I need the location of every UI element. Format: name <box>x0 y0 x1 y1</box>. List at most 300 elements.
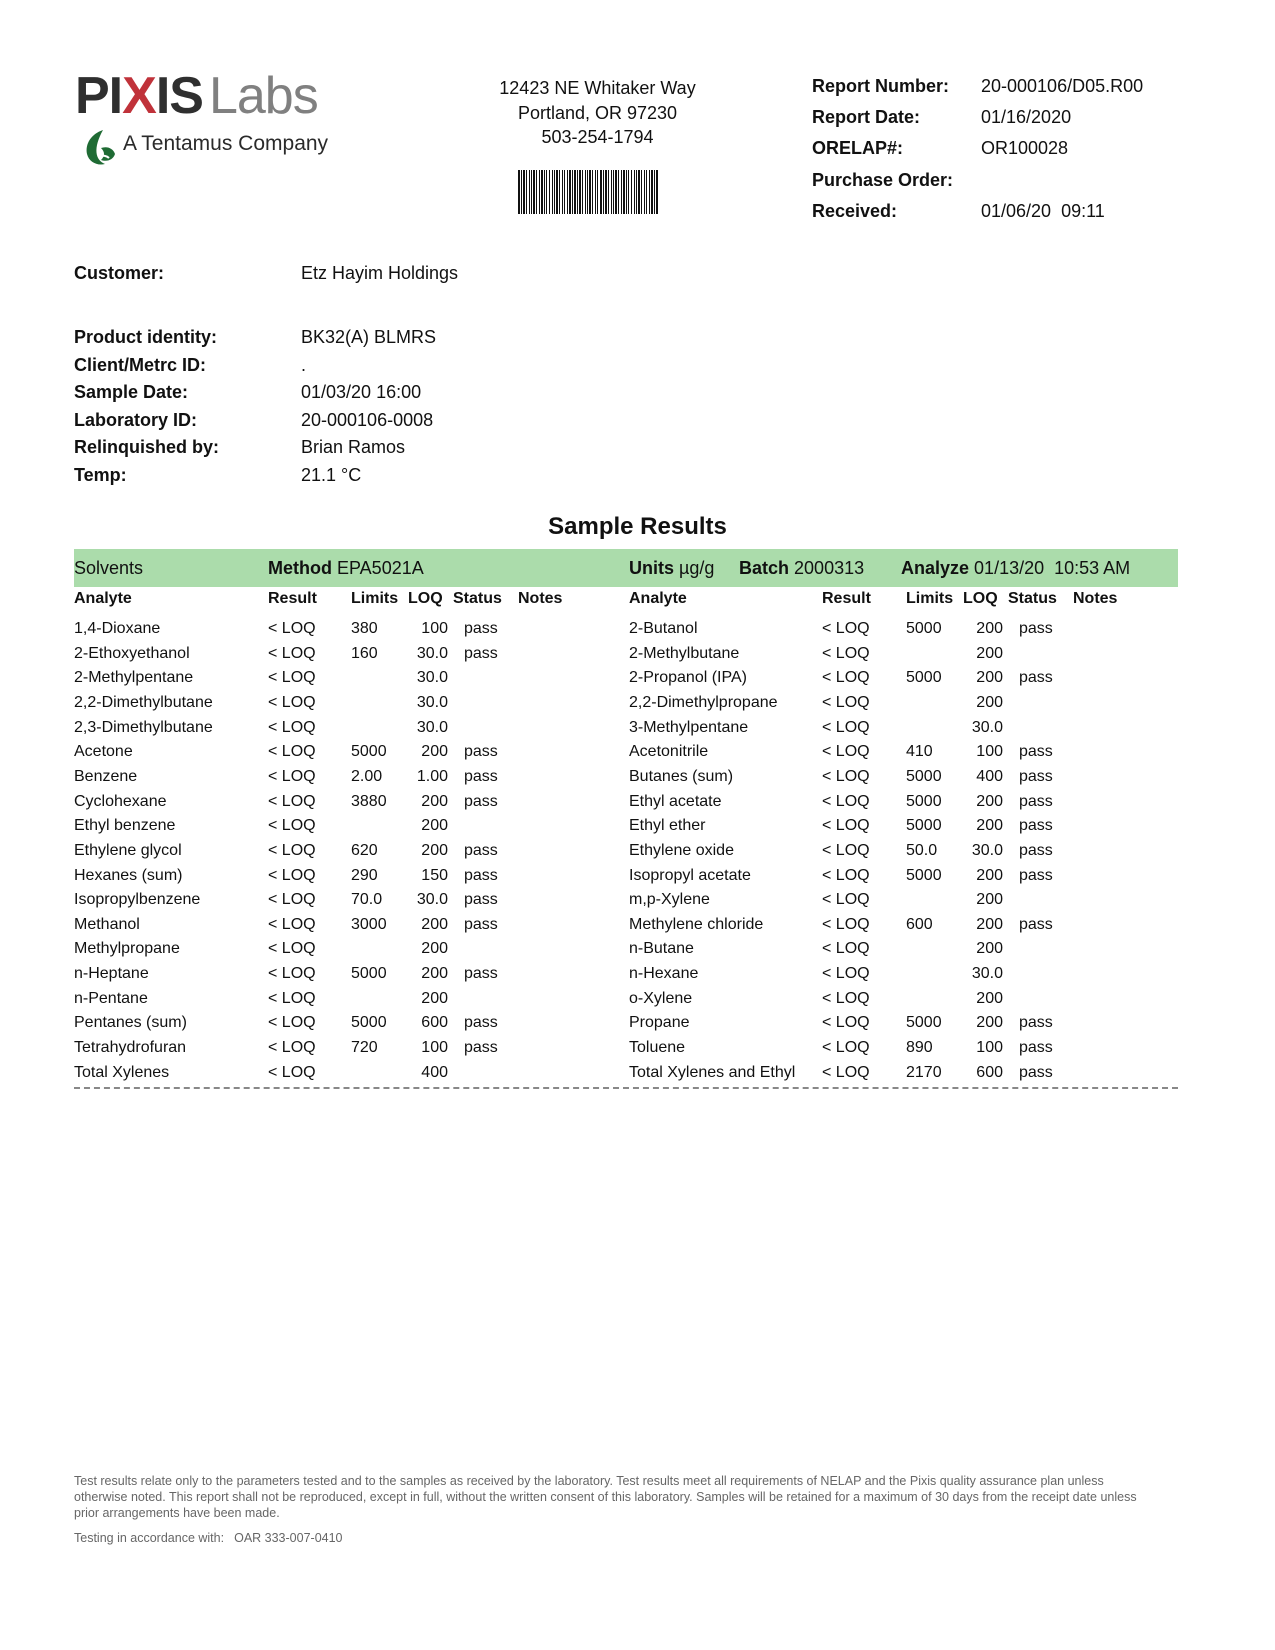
barcode-bar <box>579 170 581 214</box>
tentamus-leaf-icon <box>83 128 117 166</box>
barcode-bar <box>577 170 578 214</box>
limits-cell: 3000 <box>351 915 387 933</box>
loq-cell: 400 <box>421 1063 448 1081</box>
result-cell: < LOQ <box>822 767 870 785</box>
band-batch <box>739 558 864 579</box>
right-col-result: Result <box>822 590 871 607</box>
limits-cell: 410 <box>906 743 933 761</box>
left-col-analyte: Analyte <box>74 590 132 607</box>
analyte-cell: Ethyl ether <box>629 817 706 835</box>
limits-cell: 5000 <box>351 965 387 983</box>
limits-cell: 2170 <box>906 1063 942 1081</box>
temp-value: 21.1 °C <box>301 465 362 485</box>
result-cell: < LOQ <box>268 620 316 637</box>
loq-cell: 30.0 <box>416 891 448 909</box>
loq-cell: 30.0 <box>971 841 1003 859</box>
analyte-cell: Ethylene glycol <box>74 841 182 859</box>
table-row <box>0 793 1275 817</box>
left-col-loq: LOQ <box>408 590 443 607</box>
relinquished-label: Relinquished by: <box>74 437 220 457</box>
address-street: 12423 NE Whitaker Way <box>499 78 696 98</box>
received-value: 01/06/20 09:11 <box>981 201 1105 221</box>
result-cell: < LOQ <box>822 1039 870 1057</box>
table-row <box>0 940 1275 964</box>
barcode-bar <box>646 170 647 214</box>
status-cell: pass <box>1019 915 1053 933</box>
right-col-loq: LOQ <box>963 590 998 607</box>
result-cell: < LOQ <box>822 817 870 835</box>
customer-label: Customer: <box>74 263 165 283</box>
logo-text-is: IS <box>155 67 203 125</box>
loq-cell: 200 <box>976 940 1003 958</box>
orelap-row <box>812 138 1232 162</box>
analyte-cell: Total Xylenes <box>74 1063 170 1081</box>
result-cell: < LOQ <box>822 693 870 711</box>
analyte-cell: 2-Propanol (IPA) <box>629 669 747 687</box>
barcode-bar <box>628 170 629 214</box>
analyte-cell: Methylpropane <box>74 940 180 958</box>
limits-cell: 5000 <box>906 669 942 687</box>
barcode-bar <box>582 170 583 214</box>
barcode-bar <box>626 170 627 214</box>
analyte-cell: Butanes (sum) <box>629 767 734 785</box>
limits-cell: 5000 <box>906 866 942 884</box>
analyte-cell: 2,3-Dimethylbutane <box>74 718 213 736</box>
analyte-cell: 2-Methylpentane <box>74 669 194 687</box>
status-cell: pass <box>464 644 498 662</box>
barcode-bar <box>546 170 547 214</box>
status-cell: pass <box>1019 1014 1053 1032</box>
barcode-bar <box>644 170 645 214</box>
status-cell: pass <box>1019 792 1053 810</box>
analyte-cell: 3-Methylpentane <box>629 718 749 736</box>
status-cell: pass <box>464 866 498 884</box>
analyte-cell: Ethyl acetate <box>629 792 722 810</box>
result-cell: < LOQ <box>822 743 870 761</box>
right-col-notes: Notes <box>1073 590 1118 607</box>
report-date-label: Report Date: <box>812 107 921 127</box>
limits-cell: 890 <box>906 1039 933 1057</box>
section-title: Sample Results <box>548 513 727 540</box>
result-cell: < LOQ <box>822 792 870 810</box>
received-label: Received: <box>812 201 898 221</box>
received-row <box>812 201 1232 225</box>
table-row <box>0 842 1275 866</box>
purchase-order-label: Purchase Order: <box>812 170 954 190</box>
limits-cell: 290 <box>351 866 378 884</box>
company-logo <box>75 67 365 162</box>
barcode-bar <box>559 170 560 214</box>
client-metrc-label: Client/Metrc ID: <box>74 355 207 375</box>
band-analyze <box>901 558 1130 579</box>
analyte-cell: 2,2-Dimethylpropane <box>629 693 778 711</box>
result-cell: < LOQ <box>268 841 316 859</box>
status-cell: pass <box>464 1014 498 1032</box>
barcode-bar <box>615 170 617 214</box>
loq-cell: 30.0 <box>971 718 1003 736</box>
result-cell: < LOQ <box>268 693 316 711</box>
result-cell: < LOQ <box>268 965 316 983</box>
loq-cell: 200 <box>976 620 1003 637</box>
left-col-result: Result <box>268 590 317 607</box>
result-cell: < LOQ <box>268 1039 316 1057</box>
limits-cell: 720 <box>351 1039 378 1057</box>
result-cell: < LOQ <box>268 669 316 687</box>
table-row <box>0 891 1275 915</box>
loq-cell: 200 <box>976 644 1003 662</box>
temp-label: Temp: <box>74 465 127 485</box>
limits-cell: 620 <box>351 841 378 859</box>
loq-cell: 200 <box>421 989 448 1007</box>
laboratory-id-value: 20-000106-0008 <box>301 410 434 430</box>
loq-cell: 200 <box>421 915 448 933</box>
logo-text-labs: Labs <box>208 67 318 125</box>
client-metrc-value: . <box>301 355 307 375</box>
address-phone: 503-254-1794 <box>541 127 654 147</box>
status-cell: pass <box>1019 620 1053 637</box>
barcode-bar <box>634 170 635 214</box>
orelap-label: ORELAP#: <box>812 138 904 158</box>
table-row <box>0 867 1275 891</box>
status-cell: pass <box>1019 767 1053 785</box>
barcode-bar <box>595 170 596 214</box>
loq-cell: 400 <box>976 767 1003 785</box>
status-cell: pass <box>1019 669 1053 687</box>
loq-cell: 200 <box>976 1014 1003 1032</box>
analyte-cell: n-Heptane <box>74 965 149 983</box>
loq-cell: 150 <box>421 866 448 884</box>
barcode-bar <box>621 170 622 214</box>
limits-cell: 5000 <box>906 1014 942 1032</box>
sample-date-value: 01/03/20 16:00 <box>301 382 422 402</box>
barcode-bar <box>605 170 607 214</box>
barcode-bar <box>541 170 543 214</box>
limits-cell: 3880 <box>351 792 387 810</box>
barcode-bar <box>544 170 545 214</box>
loq-cell: 30.0 <box>971 965 1003 983</box>
testing-value: OAR 333-007-0410 <box>234 1531 343 1545</box>
loq-cell: 100 <box>976 1039 1003 1057</box>
barcode-bar <box>608 170 609 214</box>
result-cell: < LOQ <box>268 792 316 810</box>
analyze-value: 01/13/20 10:53 AM <box>974 558 1131 578</box>
analyte-cell: m,p-Xylene <box>629 891 710 909</box>
method-band <box>74 549 1178 587</box>
analyte-cell: Benzene <box>74 767 138 785</box>
loq-cell: 30.0 <box>416 693 448 711</box>
loq-cell: 200 <box>421 792 448 810</box>
result-cell: < LOQ <box>822 940 870 958</box>
table-end-divider <box>74 1087 1178 1089</box>
result-cell: < LOQ <box>822 891 870 909</box>
left-col-limits: Limits <box>351 590 399 607</box>
loq-cell: 600 <box>421 1014 448 1032</box>
analyte-cell: Acetone <box>74 743 133 761</box>
loq-cell: 200 <box>976 693 1003 711</box>
result-cell: < LOQ <box>268 866 316 884</box>
lab-address <box>470 76 725 150</box>
result-cell: < LOQ <box>822 1014 870 1032</box>
result-cell: < LOQ <box>268 1014 316 1032</box>
report-number-value: 20-000106/D05.R00 <box>981 76 1144 96</box>
limits-cell: 5000 <box>906 620 942 637</box>
barcode-bar <box>618 170 619 214</box>
testing-label: Testing in accordance with: <box>74 1531 225 1545</box>
loq-cell: 200 <box>421 743 448 761</box>
barcode-bar <box>592 170 593 214</box>
result-cell: < LOQ <box>268 891 316 909</box>
table-row <box>0 719 1275 743</box>
report-number-row <box>812 76 1232 100</box>
barcode-bar <box>536 170 537 214</box>
limits-cell: 160 <box>351 644 378 662</box>
table-row <box>0 965 1275 989</box>
units-value: µg/g <box>679 558 715 578</box>
barcode-bar <box>518 170 520 214</box>
barcode-bar <box>613 170 614 214</box>
status-cell: pass <box>1019 841 1053 859</box>
loq-cell: 200 <box>976 866 1003 884</box>
status-cell: pass <box>464 915 498 933</box>
status-cell: pass <box>464 620 498 637</box>
analyte-cell: Ethyl benzene <box>74 817 176 835</box>
loq-cell: 200 <box>976 669 1003 687</box>
product-identity-label: Product identity: <box>74 327 217 347</box>
barcode-bar <box>556 170 558 214</box>
result-cell: < LOQ <box>268 644 316 662</box>
left-col-notes: Notes <box>518 590 563 607</box>
barcode-bar <box>521 170 522 214</box>
loq-cell: 200 <box>976 891 1003 909</box>
table-row <box>0 916 1275 940</box>
right-col-limits: Limits <box>906 590 954 607</box>
table-row <box>0 743 1275 767</box>
analyte-cell: 2-Ethoxyethanol <box>74 644 190 662</box>
barcode-bar <box>641 170 642 214</box>
status-cell: pass <box>1019 1063 1053 1081</box>
barcode-bar <box>549 170 550 214</box>
analyte-cell: 1,4-Dioxane <box>74 620 161 637</box>
analyte-cell: Methylene chloride <box>629 915 764 933</box>
left-col-status: Status <box>453 590 502 607</box>
analyte-cell: Isopropylbenzene <box>74 891 201 909</box>
right-col-analyte: Analyte <box>629 590 687 607</box>
status-cell: pass <box>464 767 498 785</box>
result-cell: < LOQ <box>822 669 870 687</box>
analyte-cell: n-Butane <box>629 940 694 958</box>
barcode-bar <box>651 170 653 214</box>
analyze-label: Analyze <box>901 558 970 578</box>
table-row <box>0 1064 1275 1088</box>
purchase-order-row <box>812 170 1232 194</box>
barcode-bar <box>523 170 525 214</box>
result-cell: < LOQ <box>822 1063 870 1081</box>
logo-tagline: A Tentamus Company <box>123 132 329 155</box>
barcode-bar <box>597 170 598 214</box>
barcode-bar <box>649 170 650 214</box>
barcode-bar <box>531 170 532 214</box>
analyte-cell: Isopropyl acetate <box>629 866 751 884</box>
loq-cell: 100 <box>421 620 448 637</box>
result-cell: < LOQ <box>822 866 870 884</box>
barcode-bar <box>589 170 591 214</box>
loq-cell: 200 <box>976 792 1003 810</box>
barcode-bar <box>654 170 655 214</box>
barcode <box>518 170 658 214</box>
table-row <box>0 694 1275 718</box>
loq-cell: 100 <box>421 1039 448 1057</box>
barcode-bar <box>574 170 576 214</box>
barcode-bar <box>564 170 565 214</box>
analyte-cell: Total Xylenes and Ethyl <box>629 1063 796 1081</box>
report-date-row <box>812 107 1232 131</box>
status-cell: pass <box>1019 1039 1053 1057</box>
barcode-bar <box>572 170 573 214</box>
result-cell: < LOQ <box>822 989 870 1007</box>
limits-cell: 70.0 <box>351 891 383 909</box>
limits-cell: 600 <box>906 915 933 933</box>
status-cell: pass <box>464 965 498 983</box>
loq-cell: 200 <box>421 817 448 835</box>
status-cell: pass <box>1019 743 1053 761</box>
barcode-bar <box>562 170 563 214</box>
limits-cell: 2.00 <box>351 767 383 785</box>
result-cell: < LOQ <box>822 915 870 933</box>
result-cell: < LOQ <box>268 817 316 835</box>
analyte-cell: 2,2-Dimethylbutane <box>74 693 213 711</box>
analyte-cell: Tetrahydrofuran <box>74 1039 187 1057</box>
units-label: Units <box>629 558 674 578</box>
analyte-cell: o-Xylene <box>629 989 693 1007</box>
limits-cell: 5000 <box>906 817 942 835</box>
result-cell: < LOQ <box>822 841 870 859</box>
result-cell: < LOQ <box>268 940 316 958</box>
barcode-bar <box>623 170 625 214</box>
barcode-bar <box>603 170 604 214</box>
barcode-bar <box>567 170 568 214</box>
analyte-cell: Cyclohexane <box>74 792 167 810</box>
product-identity-value: BK32(A) BLMRS <box>301 327 437 347</box>
result-cell: < LOQ <box>268 989 316 1007</box>
result-cell: < LOQ <box>268 915 316 933</box>
result-cell: < LOQ <box>268 1063 316 1081</box>
logo-text-pi: PI <box>75 67 123 125</box>
barcode-bar <box>631 170 632 214</box>
table-row <box>0 768 1275 792</box>
loq-cell: 30.0 <box>416 669 448 687</box>
batch-value: 2000313 <box>794 558 865 578</box>
loq-cell: 200 <box>976 915 1003 933</box>
loq-cell: 1.00 <box>416 767 448 785</box>
barcode-bar <box>656 170 658 214</box>
loq-cell: 200 <box>421 940 448 958</box>
analyte-cell: Toluene <box>629 1039 686 1057</box>
barcode-bar <box>539 170 540 214</box>
report-date-value: 01/16/2020 <box>981 107 1072 127</box>
band-method <box>268 558 424 579</box>
barcode-bar <box>552 170 553 214</box>
barcode-bar <box>554 170 555 214</box>
loq-cell: 100 <box>976 743 1003 761</box>
barcode-bar <box>569 170 571 214</box>
customer-value: Etz Hayim Holdings <box>301 263 459 283</box>
analyte-cell: n-Pentane <box>74 989 148 1007</box>
status-cell: pass <box>464 891 498 909</box>
status-cell: pass <box>464 1039 498 1057</box>
result-cell: < LOQ <box>822 620 870 637</box>
table-row <box>0 817 1275 841</box>
limits-cell: 50.0 <box>906 841 938 859</box>
analyte-cell: Pentanes (sum) <box>74 1014 187 1032</box>
loq-cell: 200 <box>421 965 448 983</box>
loq-cell: 200 <box>976 989 1003 1007</box>
loq-cell: 30.0 <box>416 718 448 736</box>
barcode-bar <box>529 170 530 214</box>
barcode-bar <box>638 170 640 214</box>
sample-date-label: Sample Date: <box>74 382 189 402</box>
relinquished-value: Brian Ramos <box>301 437 406 457</box>
table-row <box>0 620 1275 644</box>
analyte-cell: Propane <box>629 1014 690 1032</box>
logo-wordmark <box>75 67 318 125</box>
limits-cell: 5000 <box>351 1014 387 1032</box>
limits-cell: 380 <box>351 620 378 637</box>
table-row <box>0 1039 1275 1063</box>
result-cell: < LOQ <box>268 767 316 785</box>
status-cell: pass <box>464 841 498 859</box>
analyte-cell: Ethylene oxide <box>629 841 734 859</box>
table-row <box>0 1014 1275 1038</box>
analyte-cell: 2-Butanol <box>629 620 698 637</box>
barcode-bar <box>587 170 588 214</box>
barcode-bar <box>585 170 586 214</box>
footer-disclaimer: Test results relate only to the parameters tested and to the samples as received by the laboratory. Test results meet all requirements of NELAP and the Pixis quality assurance plan unless otherwise noted. This report shall not be reproduced, except in full, without the written consent of this laboratory. Samples will be retained for a maximum of 30 days from the receipt date unless prior arrangements have been made. <box>74 1474 1137 1520</box>
result-cell: < LOQ <box>268 718 316 736</box>
laboratory-id-label: Laboratory ID: <box>74 410 198 430</box>
barcode-bar <box>526 170 527 214</box>
batch-label: Batch <box>739 558 790 578</box>
method-value: EPA5021A <box>337 558 424 578</box>
result-cell: < LOQ <box>268 743 316 761</box>
barcode-bar <box>636 170 637 214</box>
analyte-cell: Hexanes (sum) <box>74 866 183 884</box>
status-cell: pass <box>1019 866 1053 884</box>
table-row <box>0 645 1275 669</box>
analyte-cell: Acetonitrile <box>629 743 709 761</box>
limits-cell: 5000 <box>351 743 387 761</box>
band-units <box>629 558 714 579</box>
barcode-bar <box>611 170 612 214</box>
report-number-label: Report Number: <box>812 76 950 96</box>
loq-cell: 200 <box>976 817 1003 835</box>
loq-cell: 30.0 <box>416 644 448 662</box>
orelap-value: OR100028 <box>981 138 1069 158</box>
method-label: Method <box>268 558 332 578</box>
analyte-cell: n-Hexane <box>629 965 699 983</box>
status-cell: pass <box>464 792 498 810</box>
barcode-bar <box>533 170 535 214</box>
loq-cell: 200 <box>421 841 448 859</box>
limits-cell: 5000 <box>906 792 942 810</box>
result-cell: < LOQ <box>822 965 870 983</box>
address-city: Portland, OR 97230 <box>517 102 678 123</box>
limits-cell: 5000 <box>906 767 942 785</box>
status-cell: pass <box>1019 817 1053 835</box>
table-row <box>0 669 1275 693</box>
loq-cell: 600 <box>976 1063 1003 1081</box>
analyte-cell: 2-Methylbutane <box>629 644 740 662</box>
right-col-status: Status <box>1008 590 1057 607</box>
